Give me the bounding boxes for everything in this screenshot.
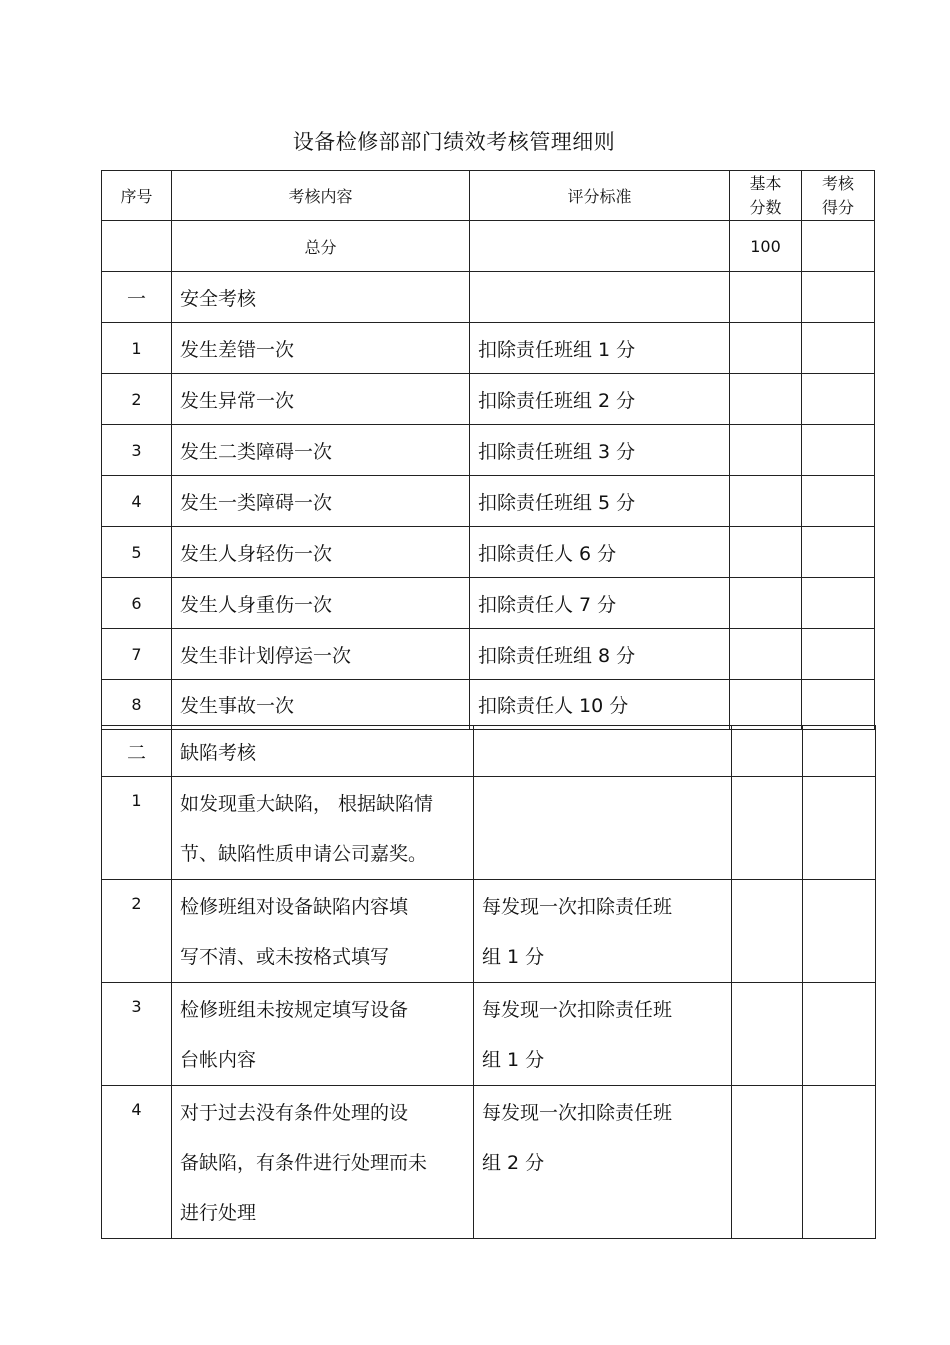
row-no: 3: [102, 983, 172, 1086]
row-no: 5: [102, 527, 172, 578]
row-content: [172, 983, 474, 1086]
header-score-line2: 得分: [821, 197, 854, 217]
assessment-table-part2: [101, 725, 876, 1239]
total-row: [102, 221, 875, 272]
row-content: [172, 1086, 474, 1239]
table-row: [102, 880, 876, 983]
row-criteria-line: 每发现一次扣除责任班: [482, 999, 673, 1021]
section-row: [102, 272, 875, 323]
total-label: 总分: [172, 221, 470, 272]
row-no: 2: [102, 880, 172, 983]
table-row: [102, 629, 875, 680]
header-score-line1: 考核: [821, 173, 854, 193]
row-criteria: 扣除责任班组 1 分: [470, 323, 730, 374]
row-no: 8: [102, 680, 172, 730]
table-row: [102, 527, 875, 578]
section-row: [102, 726, 876, 777]
row-content-line: 台帐内容: [180, 1049, 257, 1071]
row-criteria: 扣除责任人 6 分: [470, 527, 730, 578]
row-content: 发生人身重伤一次: [172, 578, 470, 629]
row-content-line: 写不清、或未按格式填写: [180, 946, 390, 968]
header-base-line2: 分数: [749, 197, 782, 217]
row-content: 发生事故一次: [172, 680, 470, 730]
total-base: 100: [730, 221, 802, 272]
row-criteria: 扣除责任人 7 分: [470, 578, 730, 629]
table-row: [102, 1086, 876, 1239]
row-content-line: 检修班组未按规定填写设备: [180, 999, 409, 1021]
row-no: 7: [102, 629, 172, 680]
row-content: 发生差错一次: [172, 323, 470, 374]
row-no: 1: [102, 323, 172, 374]
row-criteria-line: 组 2 分: [482, 1152, 545, 1174]
row-criteria-line: 组 1 分: [482, 946, 545, 968]
table-row: [102, 476, 875, 527]
table-row: [102, 323, 875, 374]
row-criteria: 扣除责任班组 8 分: [470, 629, 730, 680]
row-no: 4: [102, 476, 172, 527]
row-criteria: [474, 983, 732, 1086]
row-content-line: 对于过去没有条件处理的设: [180, 1102, 409, 1124]
row-no: 3: [102, 425, 172, 476]
header-assessed-score: [802, 171, 875, 221]
row-criteria-line: 每发现一次扣除责任班: [482, 1102, 673, 1124]
row-criteria: 扣除责任班组 3 分: [470, 425, 730, 476]
row-no: 6: [102, 578, 172, 629]
row-criteria: 扣除责任班组 5 分: [470, 476, 730, 527]
page-title: 设备检修部部门绩效考核管理细则: [292, 130, 616, 154]
row-no: 4: [102, 1086, 172, 1239]
row-criteria-line: 组 1 分: [482, 1049, 545, 1071]
row-content: 发生二类障碍一次: [172, 425, 470, 476]
row-criteria: 扣除责任人 10 分: [470, 680, 730, 730]
header-content: 考核内容: [172, 171, 470, 221]
header-no: 序号: [102, 171, 172, 221]
row-criteria: [474, 777, 732, 880]
table-row: [102, 777, 876, 880]
row-content: 发生一类障碍一次: [172, 476, 470, 527]
table-row: [102, 983, 876, 1086]
row-content-line: 节、缺陷性质申请公司嘉奖。: [180, 843, 428, 865]
row-criteria: 扣除责任班组 2 分: [470, 374, 730, 425]
section-no: 二: [102, 726, 172, 777]
row-criteria: [474, 1086, 732, 1239]
row-content: 发生人身轻伤一次: [172, 527, 470, 578]
row-no: 2: [102, 374, 172, 425]
header-row: [102, 171, 875, 221]
row-criteria-line: 每发现一次扣除责任班: [482, 896, 673, 918]
header-base-line1: 基本: [749, 173, 782, 193]
header-base-score: [730, 171, 802, 221]
table-row: [102, 578, 875, 629]
row-content: 发生异常一次: [172, 374, 470, 425]
section-name: 缺陷考核: [172, 726, 474, 777]
table-row: [102, 680, 875, 730]
table-row: [102, 425, 875, 476]
header-criteria: 评分标准: [470, 171, 730, 221]
row-content: [172, 777, 474, 880]
row-content-line: 检修班组对设备缺陷内容填: [180, 896, 409, 918]
section-no: 一: [102, 272, 172, 323]
row-content-line: 如发现重大缺陷， 根据缺陷情: [180, 793, 434, 815]
row-no: 1: [102, 777, 172, 880]
row-content-line: 备缺陷，有条件进行处理而未: [180, 1152, 428, 1174]
table-row: [102, 374, 875, 425]
row-criteria: [474, 880, 732, 983]
row-content: 发生非计划停运一次: [172, 629, 470, 680]
assessment-table-part1: [101, 170, 875, 730]
row-content-line: 进行处理: [180, 1202, 257, 1224]
section-name: 安全考核: [172, 272, 470, 323]
row-content: [172, 880, 474, 983]
